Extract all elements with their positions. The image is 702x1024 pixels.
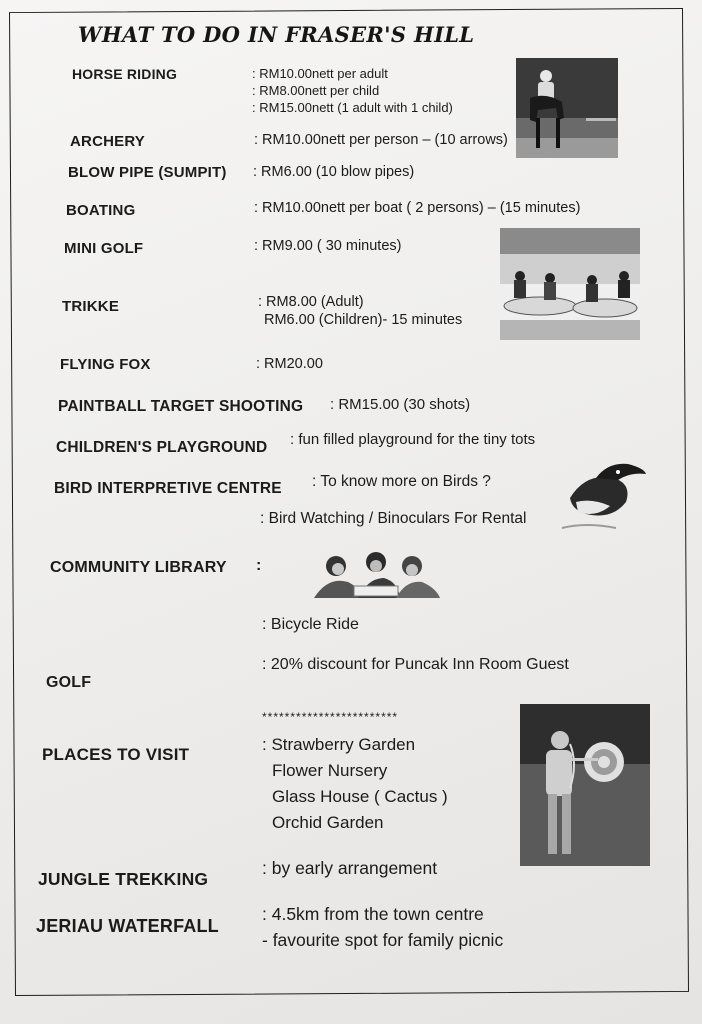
activity-value-boating: : RM10.00nett per boat ( 2 persons) – (15 minutes) bbox=[254, 200, 581, 216]
page-title: WHAT TO DO IN FRASER'S HILL bbox=[78, 22, 475, 47]
horse-riding-photo bbox=[516, 58, 618, 158]
activity-label-golf: GOLF bbox=[46, 674, 92, 691]
activity-label-flying-fox: FLYING FOX bbox=[60, 356, 151, 373]
activity-value-jungle-trekking: : by early arrangement bbox=[262, 858, 438, 878]
activity-label-places-to-visit: PLACES TO VISIT bbox=[42, 745, 190, 764]
activity-value-trikke: : RM8.00 (Adult) RM6.00 (Children)- 15 minutes bbox=[258, 294, 463, 328]
activity-value-blow-pipe: : RM6.00 (10 blow pipes) bbox=[253, 164, 415, 180]
bird-illustration bbox=[556, 458, 648, 538]
activity-value-horse-riding: : RM10.00nett per adult : RM8.00nett per child : RM15.00nett (1 adult with 1 child) bbox=[252, 66, 453, 115]
activity-value-bird-centre: : To know more on Birds ? bbox=[312, 473, 491, 490]
activity-value-paintball: : RM15.00 (30 shots) bbox=[330, 396, 471, 413]
activity-label-childrens-playground: CHILDREN'S PLAYGROUND bbox=[56, 439, 268, 456]
activity-label-horse-riding: HORSE RIDING bbox=[72, 66, 178, 82]
activity-label-boating: BOATING bbox=[66, 202, 136, 219]
activity-value-flying-fox: : RM20.00 bbox=[256, 356, 323, 372]
activity-value-community-library: : bbox=[256, 557, 262, 574]
activity-value-places-to-visit: : Strawberry Garden Flower Nursery Glass House ( Cactus ) Orchid Garden bbox=[262, 735, 448, 832]
activity-value-childrens-playground: : fun filled playground for the tiny tots bbox=[290, 431, 536, 448]
activity-value-bicycle-ride: : Bicycle Ride bbox=[262, 616, 359, 633]
activity-label-jungle-trekking: JUNGLE TREKKING bbox=[38, 869, 209, 889]
pedal-boat-photo bbox=[500, 228, 640, 340]
activity-label-jeriau-waterfall: JERIAU WATERFALL bbox=[36, 916, 219, 936]
activity-value-golf: : 20% discount for Puncak Inn Room Guest bbox=[262, 656, 569, 673]
activity-label-blow-pipe: BLOW PIPE (SUMPIT) bbox=[68, 164, 227, 181]
activity-label-community-library: COMMUNITY LIBRARY bbox=[50, 559, 227, 576]
archery-photo bbox=[520, 704, 650, 866]
children-reading-illustration bbox=[308, 548, 444, 600]
activity-label-archery: ARCHERY bbox=[70, 133, 146, 150]
activity-label-trikke: TRIKKE bbox=[62, 298, 120, 315]
activity-value-archery: : RM10.00nett per person – (10 arrows) bbox=[254, 132, 508, 148]
activity-label-paintball: PAINTBALL TARGET SHOOTING bbox=[58, 398, 304, 415]
activity-label-bird-centre: BIRD INTERPRETIVE CENTRE bbox=[54, 480, 282, 497]
activity-value-mini-golf: : RM9.00 ( 30 minutes) bbox=[254, 238, 402, 254]
star-divider: ************************ bbox=[262, 710, 399, 724]
activity-value-bird-watching: : Bird Watching / Binoculars For Rental bbox=[260, 510, 527, 527]
activity-value-jeriau-waterfall: : 4.5km from the town centre - favourite spot for family picnic bbox=[262, 904, 504, 950]
activity-label-mini-golf: MINI GOLF bbox=[64, 240, 144, 257]
